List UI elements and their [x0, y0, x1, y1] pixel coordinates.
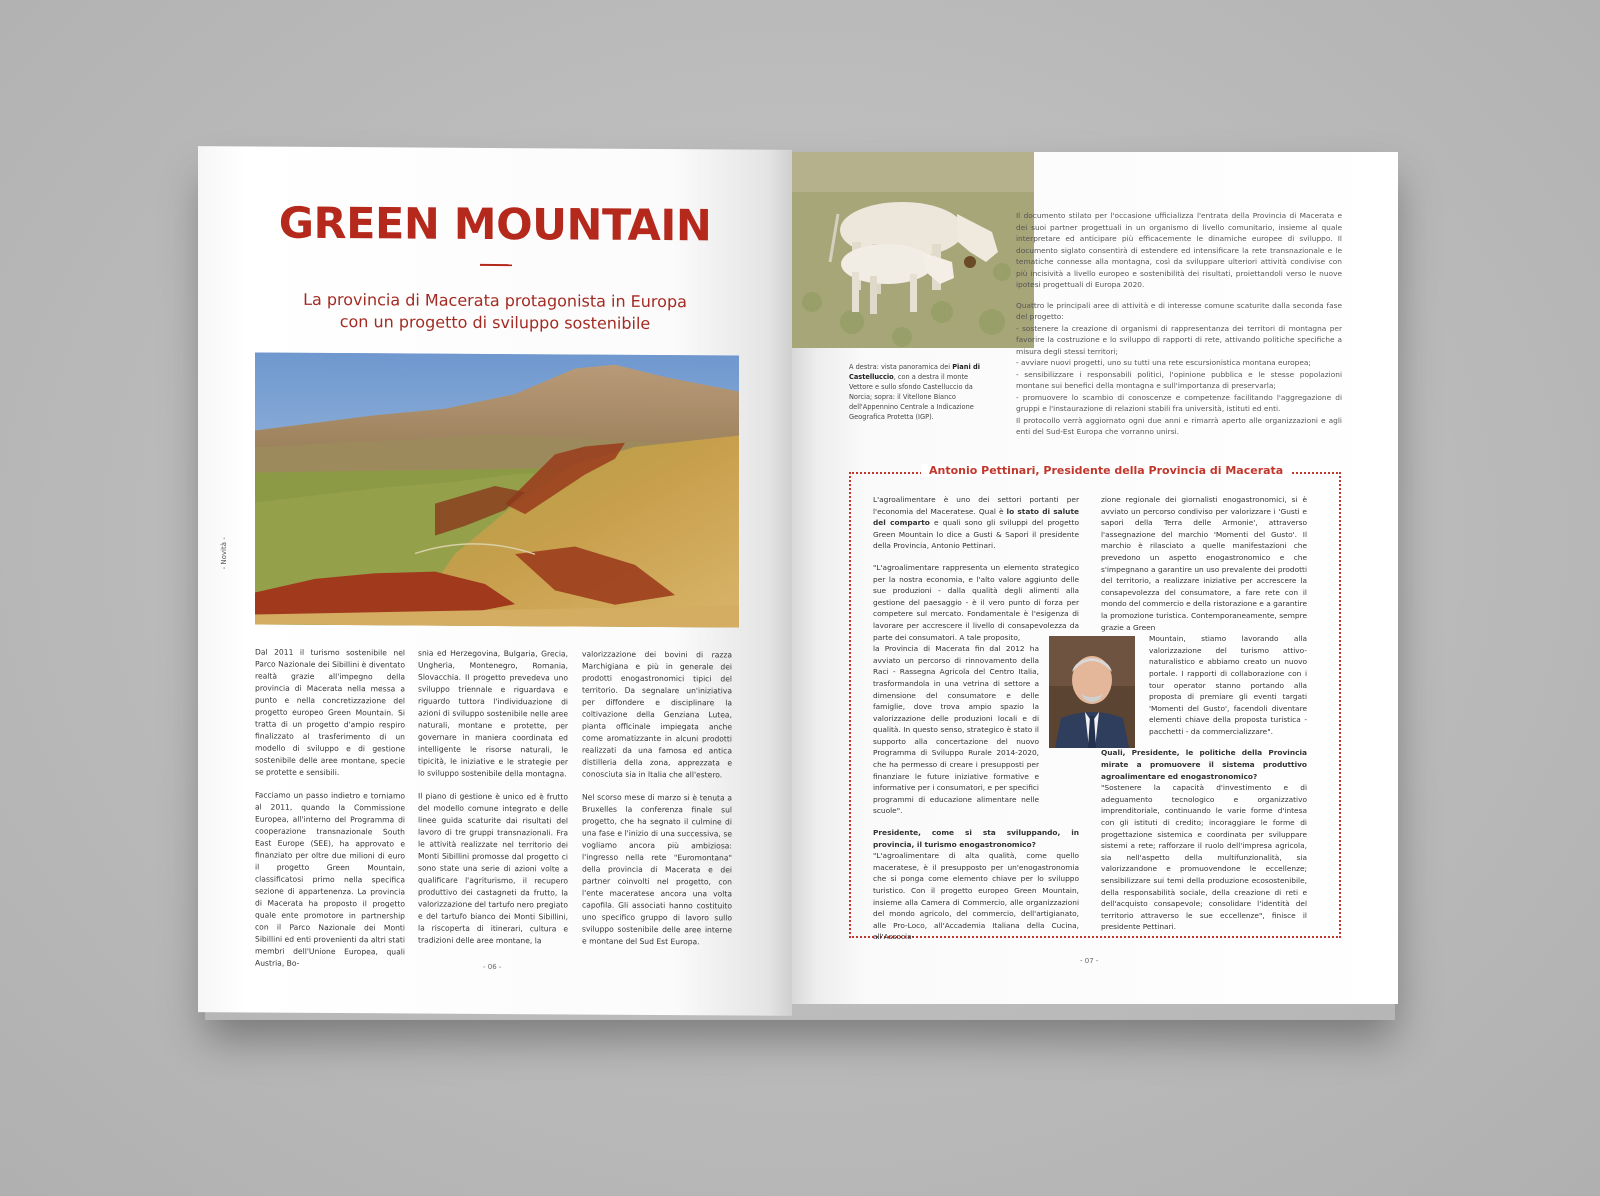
text-column-2: [418, 648, 568, 959]
paragraph: zione regionale dei giornalisti enogastronomici, si è avviato un percorso condiviso per valorizzare i 'Gusti e sapori della Terra delle Armonie', attraverso l'assegnazione del marchio 'Momenti del Gusto'. Il marchio è rilasciato a quelle manifestazioni che prevedono un aspetto enogastronomico e che s'impegnano a garantire un uso prevalente dei prodotti del territorio, a realizzare iniziative per accrescere la consapevolezza del consumatore, a fare rete con il mondo del commercio e della ristorazione e a garantire la promozione turistica. Contemporaneamente, sempre grazie a Green: [1101, 495, 1307, 632]
text-column-3: [582, 649, 732, 960]
interview-box: [849, 464, 1341, 942]
paragraph: valorizzazione dei bovini di razza Marchigiana e più in generale dei prodotti enogastronomici tipici del territorio. Da segnalare un'iniziativa per diffondere e disciplinare la coltivazione della Genziana Lutea, pianta officinale impiegata anche come aromatizzante in alcuni prodotti realizzati da una famosa ed antica distilleria della zona, apprezzata e conosciuta sia in Italia che all'estero.: [582, 649, 732, 780]
text-column-1: [255, 647, 405, 982]
paragraph: Nel scorso mese di marzo si è tenuta a Bruxelles la conferenza finale sul progetto, che ha segnato il culmine di una fase e l'inizio di una successiva, se vogliamo ancora più ambiziosa: l'ingresso nella rete "Euromontana" della provincia di Macerata e dei partner coinvolti nel progetto, con l'ente maceratese ancora una volta capofila. Gli associati hanno costituito uno specifico gruppo di lavoro sullo sviluppo sostenibile delle aree interne e montane del Sud Est Europa.: [582, 792, 732, 947]
intro-text: [1016, 210, 1342, 438]
text: e quali sono gli sviluppi del progetto Green Mountain lo dice a Gusti & Sapori il presidente della Provincia, Antonio Pettinari.: [873, 518, 1079, 551]
paragraph: la Provincia di Macerata fin dal 2012 ha avviato un percorso di rinnovamento della Raci - Rassegna Agricola del Centro Italia, trasformandola in una vetrina di settore a dimensione del consumatore e delle famiglie, dove trova ampio spazio la valorizzazione delle produzioni locali e di qualità. In questo senso, strategico è stato il supporto alla concertazione del nuovo Programma di Sviluppo Rurale 2014-2020, che ha permesso di creare i presupposti per finanziare le future iniziative formative e informative per i consumatori, e per specifici programmi di educazione alimentare nelle scuole".: [873, 644, 1039, 816]
page-number: - 07 -: [1080, 957, 1099, 965]
bullet: Il protocollo verrà aggiornato ogni due anni e rimarrà aperto alle organizzazioni e agli enti del Sud-Est Europa che vorranno unirsi.: [1016, 415, 1342, 436]
paragraph: Quattro le principali aree di attività e di interesse comune scaturite dalla seconda fase del progetto:: [1016, 300, 1342, 321]
caption-text: , con a destra il monte Vettore e sullo sfondo Castelluccio da Norcia; sopra: il Vitellone Bianco dell'Appennino Centrale a Indicazione Geografica Protetta (IGP).: [849, 373, 974, 421]
bullet: - avviare nuovi progetti, uno su tutti una rete escursionistica montana europea;: [1016, 358, 1311, 367]
paragraph: Il piano di gestione è unico ed è frutto del modello comune integrato e delle linee guida scaturite dai risultati del lavoro di tre gruppi transnazionali. Fra le attività realizzate nel territorio dei Monti Sibillini promosse dal progetto ci sono state una serie di azioni volte a qualificare l'agriturismo, il recupero produttivo dei castagneti da frutto, la valorizzazione del tartufo nero pregiato e del tartufo bianco dei Monti Sibillini, la riscoperta di itinerari, cultura e tradizioni delle aree montane, la: [418, 791, 568, 946]
caption-text: A destra: vista panoramica dei: [849, 363, 953, 371]
paragraph: Mountain, stiamo lavorando alla valorizzazione del turismo attivo-naturalistico e abbiamo creato un nuovo portale. I rapporti di collaborazione con i tour operator stanno portando alla proposta di premiare gli eventi targati 'Momenti del Gusto', facendoli diventare elementi chiave della proposta turistica - pacchetti - da commercializzare".: [1149, 634, 1307, 736]
left-page: [198, 146, 792, 1016]
bullet: - sostenere la creazione di organismi di rappresentanza dei territori di montagna per favorire la costruzione e lo sviluppo di rapporti di rete, attivando politiche specifiche a misura degli stessi territori;: [1016, 323, 1342, 356]
paragraph: [873, 494, 1079, 552]
subtitle-line-2: con un progetto di sviluppo sostenibile: [339, 312, 651, 333]
interview-title: Antonio Pettinari, Presidente della Provincia di Macerata: [921, 464, 1291, 477]
cattle-photo: [792, 152, 1034, 348]
landscape-photo: [255, 353, 739, 628]
article-title: GREEN MOUNTAIN: [278, 198, 712, 252]
photo-caption: [849, 362, 989, 422]
section-tab: - Novità -: [220, 537, 228, 570]
paragraph: Dal 2011 il turismo sostenibile nel Parco Nazionale dei Sibillini è diventato realtà grazie all'impegno della provincia di Macerata nella messa a punto e nella concretizzazione del progetto europeo Green Mountain. Si tratta di un progetto d'ampio respiro finalizzato al trasferimento di un modello di sviluppo e di gestione sostenibile delle aree montane, specie se protette e sensibili.: [255, 647, 405, 778]
paragraph: "L'agroalimentare rappresenta un elemento strategico per la nostra economia, e l'alto valore aggiunto delle sue produzioni - dalla qualità degli alimenti alla gestione del paesaggio - è il vero punto di forza per competere sul mercato. Fondamentale è l'esigenza di lavorare per accrescere il livello di consapevolezza da parte dei consumatori. A tale proposito,: [873, 562, 1079, 642]
subtitle-line-1: La provincia di Macerata protagonista in Europa: [303, 289, 687, 312]
paragraph: snia ed Herzegovina, Bulgaria, Grecia, Ungheria, Montenegro, Romania, Slovacchia. Il progetto prevedeva uno sviluppo triennale e riguardava e riguardo tuttora l'individuazione di azioni di sviluppo sostenibile nelle aree naturali, montane e protette, per governare in maniera coordinata ed intelligente le risorse naturali, le tipicità, le iniziative e le strategie per lo sviluppo sostenibile della montagna.: [418, 648, 568, 779]
right-page: [792, 152, 1398, 1004]
question: Presidente, come si sta sviluppando, in provincia, il turismo enogastronomico?: [873, 828, 1079, 849]
question: Quali, Presidente, le politiche della Provincia mirate a promuovere il sistema produttivo agroalimentare ed enogastronomico?: [1101, 748, 1307, 781]
article-subtitle: [258, 289, 732, 336]
paragraph: "Sostenere la capacità d'investimento e di adeguamento tecnologico e organizzativo imprenditoriale, continuando le varie forme d'intesa con gli istituti di credito; incoraggiare le forme di progettazione sistemica e coordinata per sviluppare sistemi a rete; rafforzare il ruolo dell'impresa agricola, sia nell'aspetto della multifunzionalità, sia valorizzandone e promuovendone le eccellenze; sensibilizzare sui temi della produzione ecosostenibile, della responsabilità sociale, della creazione di reti e dell'acquisto consapevole; consolidare l'identità del territorio attraverso le sue eccellenze", finisce il presidente Pettinari.: [1101, 783, 1307, 932]
page-number: - 06 -: [483, 962, 502, 972]
paragraph: "L'agroalimentare di alta qualità, come quello maceratese, è il presupposto per un'enogastronomia che si ponga come elemento chiave per lo sviluppo turistico. Con il progetto europeo Green Mountain, insieme alla Camera di Commercio, alle organizzazioni del mondo agricolo, del commercio, dell'artigianato, alle Pro-Loco, all'Accademia Italiana della Cucina, all'Associa-: [873, 851, 1079, 942]
bold-text: lo stato di salute del comparto: [873, 506, 1079, 528]
text: L'agroalimentare è uno dei settori portanti per l'economia del Maceratese. Qual è: [873, 495, 1079, 516]
paragraph: Il documento stilato per l'occasione ufficializza l'entrata della Provincia di Macerata e dei suoi partner progettuali in un organismo di livello comunitario, insieme al quale interpretare ed anticipare più efficacemente le dinamiche europee di sviluppo. Il documento siglato consentirà di estendere ed intensificare la rete transnazionale e le tematiche connesse alla montagna, così da sviluppare ulteriori attività condivise con più incisività a livello europeo e sostenibilità dei risultati, proiettandoli verso le nuove ipotesi progettuali di Europa 2020.: [1016, 211, 1342, 289]
bullet: - promuovere lo scambio di conoscenze e competenze facilitando l'aggregazione di gruppi e l'instaurazione di relazioni stabili fra università, istituti ed enti.: [1016, 392, 1342, 413]
bullet: - sensibilizzare i responsabili politici, l'opinione pubblica e le stesse popolazioni montane sui benefici della montagna e sull'importanza di preservarla;: [1016, 369, 1342, 390]
paragraph: Facciamo un passo indietro e torniamo al 2011, quando la Commissione Europea, all'interno del Programma di cooperazione transnazionale South East Europe (SEE), ha approvato e finanziato per oltre due milioni di euro il progetto Green Mountain, classificatosi primo nella specifica sezione di appartenenza. La provincia di Macerata ha proposto il progetto quale ente promotore in partnership con il Parco Nazionale dei Monti Sibillini ed enti provenienti da altri stati membri dell'Unione Europea, quali Austria, Bo-: [255, 790, 405, 968]
title-divider: [480, 264, 512, 266]
interview-column-2: [1101, 494, 1307, 943]
caption-bold: Piani di Castelluccio: [849, 363, 980, 381]
